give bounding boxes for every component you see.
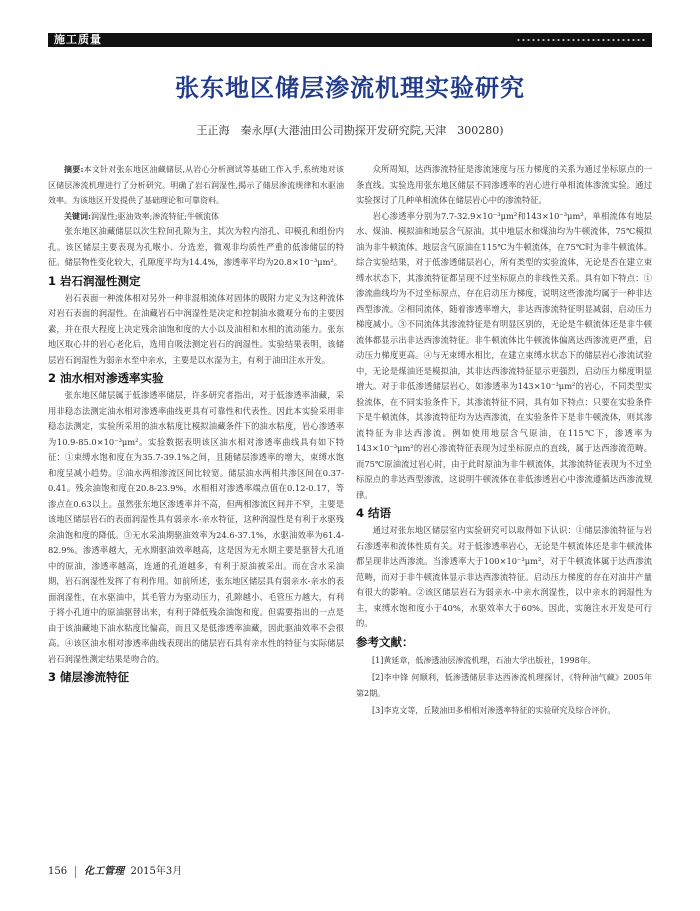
abstract	[48, 162, 344, 209]
page-number: 156	[48, 866, 68, 877]
article-title: 张东地区储层渗流机理实验研究	[175, 74, 525, 102]
section-1-heading: 1 岩石润湿性测定	[48, 273, 141, 288]
section-3-heading: 3 储层渗流特征	[48, 670, 130, 684]
magazine-name: 化工管理	[84, 866, 125, 877]
issue-date: 2015年3月	[130, 866, 183, 877]
section-1-paragraph: 岩石表面一种流体相对另外一种非混相流体对固体的吸附力定义为这种流体对岩石表面的润湿性。在油藏岩石中润湿性是决定和控制油水微观分布的主要因素，并在很大程度上决定残余油饱和度的大小以及油相和水相的流动能力。张东地区取心井的岩心老化后，选用自吸法测定岩石的润湿性。实验结果表明，该储层岩石润湿性为弱亲水至中亲水，主要是以水湿为主，有利于油田注水开发。	[48, 292, 344, 365]
left-column	[48, 162, 344, 687]
section-4-paragraph: 通过对张东地区储层室内实验研究可以取得如下认识：①储层渗流特征与岩石渗透率和流体性质有关。对于低渗透率岩心，无论是牛顿流体还是非牛顿流体都呈现非达西渗流。当渗透率大于100×10⁻³μm²，对于牛顿流体属于达西渗流范畴，而对于非牛顿流体显示非达西渗流特征。启动压力梯度的存在对油井产量有很大的影响。②该区储层岩石为弱亲水-中亲水润湿性，以中亲水的润湿性为主，束缚水饱和度小于40%，水驱效率大于60%。因此，实施注水开发是可行的。	[356, 525, 652, 628]
section-3-paragraph-1: 众所周知，达西渗流特征是渗流速度与压力梯度的关系为通过坐标原点的一条直线。实验选用张东地区储层不同渗透率的岩心进行单相流体渗流实验。通过实验探讨了几种单相流体在储层岩心中的渗流特征。	[356, 164, 652, 205]
page-footer	[48, 866, 652, 878]
section-3-paragraph-2: 岩心渗透率分别为7.7-32.9×10⁻³μm²和143×10⁻³μm²，单相流体有地层水、煤油、模拟油和地层含气原油。其中地层水和煤油均为牛顿流体，75℃模拟油为非牛顿流体。地层含气原油在115℃为牛顿流体，在75℃时为非牛顿流体。综合实验结果，对于低渗透储层岩心，所有类型的实验流体，无论是否在建立束缚水状态下，其渗流特征都呈现不过坐标原点的非线性关系。具有如下特点：①渗流曲线均为不过坐标原点，存在启动压力梯度，说明这些渗流均属于一种非达西型渗流。②相同流体，随着渗透率增大，非达西渗流特征明显减弱，启动压力梯度减小。③不同流体其渗流特征是有明显区别的，无论是牛顿流体还是非牛顿流体都显示出非达西渗流特征。非牛顿流体比牛顿流体偏离达西渗流更严重，启动压力梯度更高。④与无束缚水相比，在建立束缚水状态下的储层岩心渗流试验中，无论是煤油还是模拟油，其非达西渗流特征显示更强烈，启动压力梯度明显增大。对于非低渗透储层岩心，如渗透率为143×10⁻³μm²的岩心，不同类型实验流体，在不同实验条件下，其渗流特征不同，具有如下特点：只要在实验条件下是牛顿流体，其渗流特征均为达西渗流，在实验条件下是非牛顿流体，则其渗流特征为非达西渗流。例如使用地层含气原油，在115℃下，渗透率为143×10⁻³μm²的岩心渗流特征表现为过坐标原点的直线，属于达西渗流范畴。而75℃原油流过岩心时，由于此时原油为非牛顿流体，其渗流特征表现为不过坐标原点的非达西型渗流，这说明牛顿流体在非低渗透岩心中渗流遵循达西渗流规律。	[356, 210, 652, 500]
reference-item: [2]李中锋 何顺利，低渗透储层非达西渗流机理探讨，《特种油气藏》2005年 第2期。	[356, 673, 652, 698]
reference-item: [1]黄延章，低渗透油层渗流机理，石油大学出版社，1998年。	[372, 655, 596, 665]
section-label: 施工质量	[54, 33, 102, 46]
keywords-label: 关键词:	[64, 210, 91, 221]
intro-paragraph: 张东地区油藏储层以次生粒间孔隙为主，其次为粒内溶孔、印模孔和组份内孔。该区储层主要表现为孔喉小、分选差，微观非均质性严重的低渗储层的特征。储层物性变化较大，孔隙度平均为14.4%，渗透率平均为20.8×10⁻³μm²。	[48, 226, 344, 267]
abstract-text: 本文针对张东地区油藏储层,从岩心分析测试等基础工作入手,系统地对该区储层渗流机理进行了分析研究。明确了岩石润湿性,揭示了储层渗流规律和水驱油效率。为该地区开发提供了基础理论和可靠资料。	[48, 165, 345, 205]
keywords-text: 润湿性;驱油效率;渗流特征;牛顿流体	[90, 211, 220, 221]
footer-divider	[75, 866, 76, 878]
right-column	[356, 162, 652, 719]
references-heading: 参考文献：	[356, 634, 414, 649]
section-2-heading: 2 油水相对渗透率实验	[48, 371, 164, 385]
article-authors: 王正海 秦永厚(大港油田公司勘探开发研究院,天津 300280)	[196, 124, 504, 137]
decorative-dots	[516, 38, 646, 42]
keywords	[48, 209, 344, 225]
reference-item: [3]李克文等，丘陵油田多相相对渗透率特征的实验研究及综合评价。	[372, 706, 616, 715]
section-2-paragraph: 张东地区储层属于低渗透率储层，许多研究者指出，对于低渗透率油藏，采用非稳态法测定油水相对渗透率曲线更具有可靠性和代表性。因此本实验采用非稳态法测定，实验所采用的油水粘度比模拟油藏条件下的油水粘度，岩心渗透率为10.9-85.0×10⁻³μm²。实验数据表明该区油水相对渗透率曲线具有如下特征：①束缚水饱和度在为35.7-39.1%之间，且随储层渗透率的增大，束缚水饱和度呈减小趋势。②油水两相渗流区间比较宽。储层油水两相共渗区间在0.37-0.41。残余油饱和度在20.8-23.9%，水相相对渗透率端点值在0.12-0.17，等渗点在0.63以上。虽然张东地区渗透率并不高，但两相渗流区间并不窄，主要是该地区储层岩石的表面润湿性具有弱亲水-亲水特征，这种润湿性是有利于水驱残余油饱和度的降低。③无水采油期驱油效率为24.6-37.1%，水驱油效率为61.4-82.9%。渗透率越大，无水期驱油效率越高，这是因为无水期主要是驱替大孔道中的原油，渗透率越高，连通的孔道越多，有利于原油被采出。而在含水采油期，岩石润湿性发挥了有利作用。如前所述，张东地区储层具有弱亲水-亲水的表面润湿性，在水驱油中，其毛管力为驱动压力，孔隙越小、毛管压力越大，有利于将小孔道中的原油驱替出来，有利于降低残余油饱和度。但需要指出的一点是由于该油藏地下油水粘度比偏高，而且又是低渗透率油藏，因此驱油效率不会很高。④该区油水相对渗透率曲线表现出的储层岩石具有亲水性的特征与实际储层岩石润湿性测定结果是吻合的。	[48, 390, 344, 664]
section-4-heading: 4 结语	[356, 506, 392, 520]
section-header-bar	[48, 33, 652, 47]
abstract-label: 摘要:	[64, 164, 84, 174]
